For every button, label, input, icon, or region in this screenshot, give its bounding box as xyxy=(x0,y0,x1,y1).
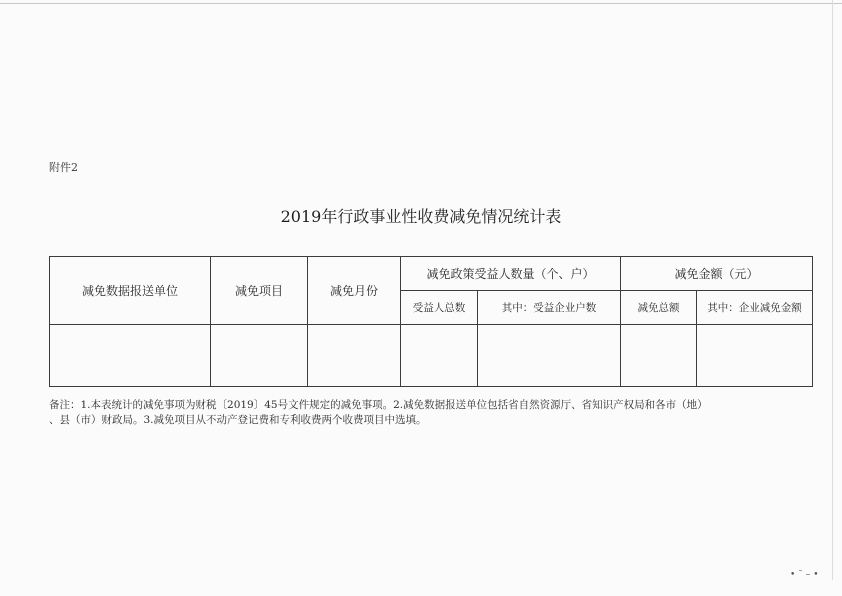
scan-edge-top xyxy=(0,3,842,4)
header-amount-group: 减免金额（元） xyxy=(621,257,813,291)
table-row xyxy=(50,325,813,387)
statistics-table xyxy=(49,256,813,387)
footnote xyxy=(49,398,812,428)
table-cell-month xyxy=(308,325,401,387)
header-item: 减免项目 xyxy=(211,257,308,325)
table-cell-beneficiaries-enterprise xyxy=(478,325,621,387)
table-header-row-1 xyxy=(50,257,813,291)
header-amount-total: 减免总额 xyxy=(621,291,697,325)
header-beneficiaries-total: 受益人总数 xyxy=(401,291,478,325)
header-beneficiaries-enterprise: 其中：受益企业户数 xyxy=(478,291,621,325)
header-month: 减免月份 xyxy=(308,257,401,325)
header-beneficiaries-group: 减免政策受益人数量（个、户） xyxy=(401,257,621,291)
header-unit: 减免数据报送单位 xyxy=(50,257,211,325)
table-cell-amount-enterprise xyxy=(697,325,813,387)
footnote-line-2: 、县（市）财政局。3.减免项目从不动产登记费和专利收费两个收费项目中选填。 xyxy=(49,414,427,426)
table-cell-item xyxy=(211,325,308,387)
table-cell-beneficiaries-total xyxy=(401,325,478,387)
table-cell-amount-total xyxy=(621,325,697,387)
document-title: 2019年行政事业性收费减免情况统计表 xyxy=(280,207,562,226)
table-cell-unit xyxy=(50,325,211,387)
footnote-line-1: 备注：1.本表统计的减免事项为财税〔2019〕45号文件规定的减免事项。2.减免数据报送单位包括省自然资源厅、省知识产权局和各市（地） xyxy=(49,399,708,411)
scan-edge-right xyxy=(832,0,833,580)
attachment-label: 附件2 xyxy=(49,161,78,174)
header-amount-enterprise: 其中：企业减免金额 xyxy=(697,291,813,325)
scan-corner-mark: •˘–• xyxy=(790,570,822,580)
